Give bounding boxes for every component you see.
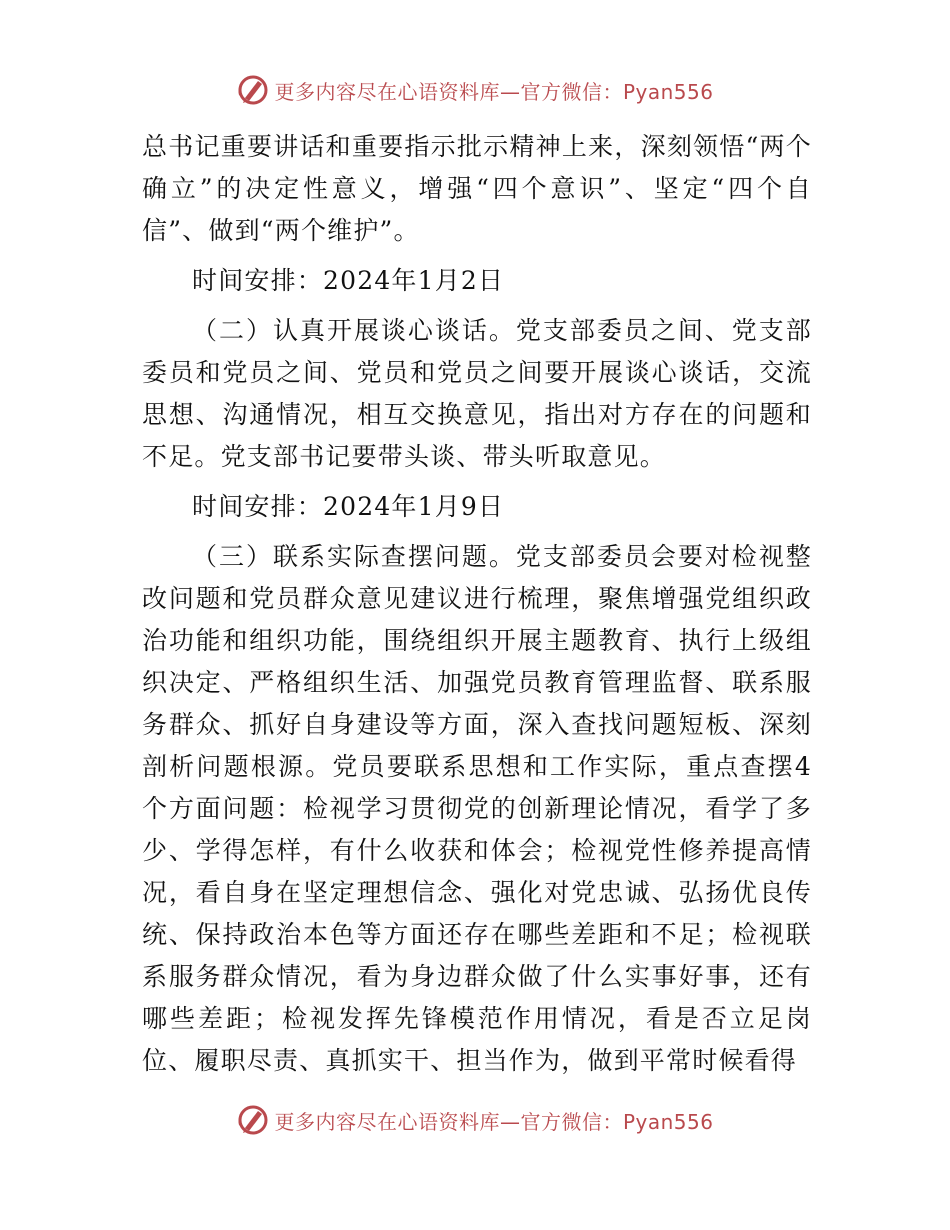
footer-banner-text: 更多内容尽在心语资料库—官方微信：Pyan556 bbox=[274, 1109, 714, 1134]
paragraph-section-2: （二）认真开展谈心谈话。党支部委员之间、党支部委员和党员之间、党员和党员之间要开展谈心谈话，交流思想、沟通情况，相互交换意见，指出对方存在的问题和不足。党支部书记要带头谈、带头听取意见。 bbox=[142, 316, 812, 471]
footer-banner bbox=[0, 1098, 950, 1142]
paragraph-schedule-1: 时间安排：2024年1月2日 bbox=[192, 266, 505, 295]
paragraph-section-3: （三）联系实际查摆问题。党支部委员会要对检视整改问题和党员群众意见建议进行梳理，聚焦增强党组织政治功能和组织功能，围绕组织开展主题教育、执行上级组织决定、严格组织生活、加强党员教育管理监督、联系服务群众、抓好自身建设等方面，深入查找问题短板、深刻剖析问题根源。党员要联系思想和工作实际，重点查摆4个方面问题：检视学习贯彻党的创新理论情况，看学了多少、学得怎样，有什么收获和体会；检视党性修养提高情况，看自身在坚定理想信念、强化对党忠诚、弘扬优良传统、保持政治本色等方面还存在哪些差距和不足；检视联系服务群众情况，看为身边群众做了什么实事好事，还有哪些差距；检视发挥先锋模范作用情况，看是否立足岗位、履职尽责、真抓实干、担当作为，做到平常时候看得 bbox=[142, 542, 812, 1075]
paragraph-schedule-2: 时间安排：2024年1月9日 bbox=[192, 492, 505, 521]
header-banner bbox=[0, 68, 950, 112]
header-banner-text: 更多内容尽在心语资料库—官方微信：Pyan556 bbox=[274, 79, 714, 104]
document-body bbox=[142, 126, 812, 1090]
paragraph-continuation: 总书记重要讲话和重要指示批示精神上来，深刻领悟“两个确立”的决定性意义，增强“四个意识”、坚定“四个自信”、做到“两个维护”。 bbox=[142, 132, 812, 245]
pen-circle-logo-icon bbox=[236, 1103, 270, 1137]
pen-circle-logo-icon bbox=[236, 73, 270, 107]
